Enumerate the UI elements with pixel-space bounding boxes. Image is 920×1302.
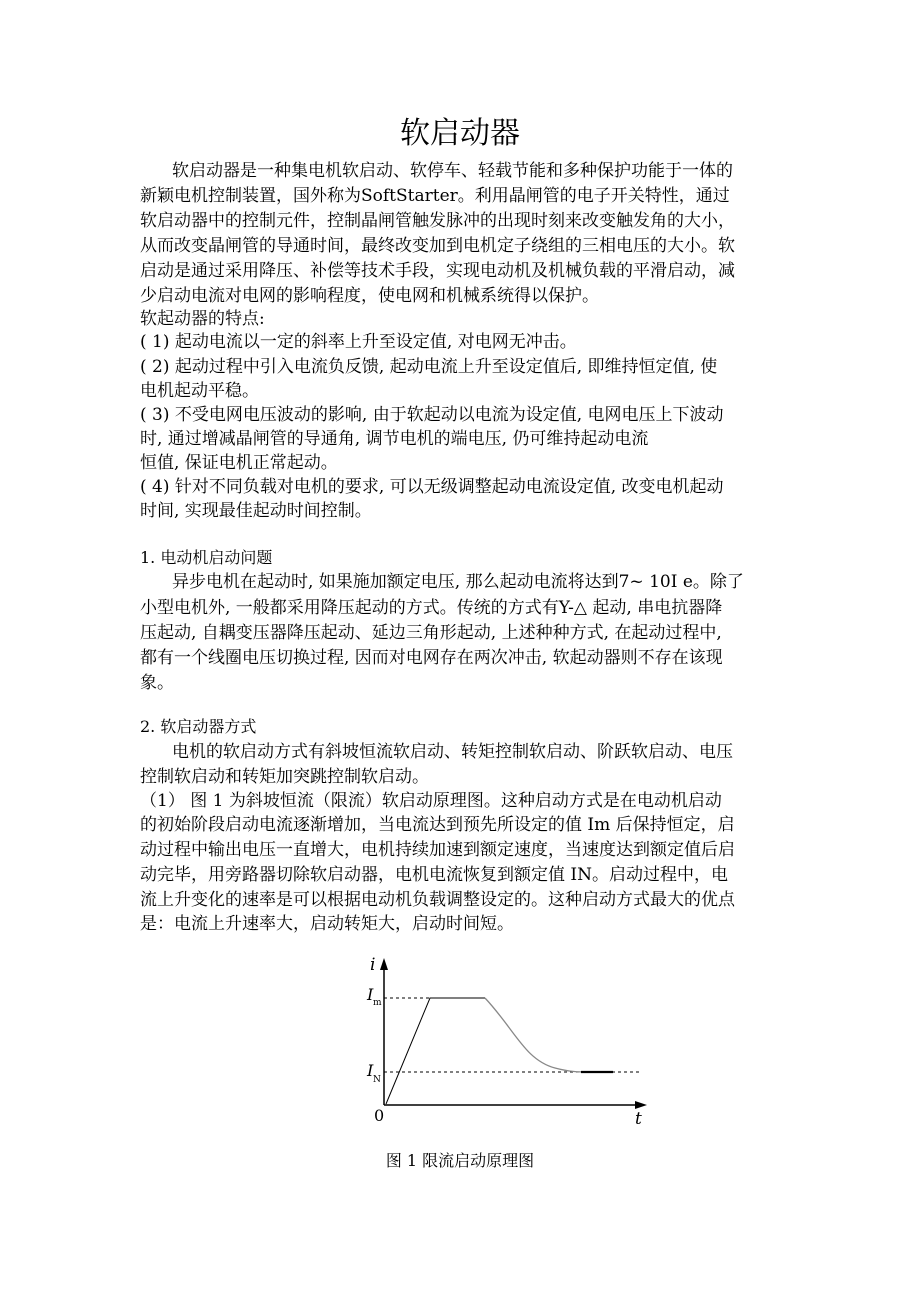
- y-axis-arrow-icon: [380, 958, 388, 970]
- section2-line: 控制软启动和转矩加突跳控制软启动。: [140, 767, 429, 787]
- section1-line: 都有一个线圈电压切换过程, 因而对电网存在两次冲击, 软起动器则不存在该现: [140, 648, 723, 668]
- item1-line: 是：电流上升速率大，启动转矩大，启动时间短。: [140, 914, 514, 934]
- document-title: 软启动器: [400, 116, 520, 151]
- intro-line: 新颖电机控制装置，国外称为SoftStarter。利用晶闸管的电子开关特性，通过: [140, 186, 730, 206]
- section2-line: 电机的软启动方式有斜坡恒流软启动、转矩控制软启动、阶跃软启动、电压: [172, 742, 733, 762]
- section1-line: 异步电机在起动时, 如果施加额定电压, 那么起动电流将达到7~ 10I e。除了: [172, 572, 744, 592]
- current-decay-curve: [485, 998, 587, 1072]
- x-axis-label: t: [635, 1109, 642, 1129]
- section1-line: 象。: [140, 673, 174, 693]
- section1-line: 小型电机外, 一般都采用降压起动的方式。传统的方式有Y-△ 起动, 串电抗器降: [140, 598, 723, 618]
- feature-line: ( 2) 起动过程中引入电流负反馈, 起动电流上升至设定值后, 即维持恒定值, 使: [140, 357, 718, 377]
- item1-line: （1） 图 1 为斜坡恒流（限流）软启动原理图。这种启动方式是在电动机启动: [140, 791, 722, 811]
- origin-label: 0: [374, 1106, 385, 1125]
- item1-line: 动过程中输出电压一直增大，电机持续加速到额定速度，当速度达到额定值后启: [140, 840, 735, 860]
- item1-line: 的初始阶段启动电流逐渐增加，当电流达到预先所设定的值 Im 后保持恒定，启: [140, 815, 735, 835]
- section1-heading: 1. 电动机启动问题: [140, 548, 273, 567]
- feature-line: ( 4) 针对不同负载对电机的要求, 可以无级调整起动电流设定值, 改变电机起动: [140, 477, 724, 497]
- feature-line: ( 3) 不受电网电压波动的影响, 由于软起动以电流为设定值, 电网电压上下波动: [140, 405, 724, 425]
- x-axis-arrow-icon: [635, 1101, 647, 1109]
- in-label: I: [367, 1061, 374, 1080]
- feature-line: ( 1) 起动电流以一定的斜率上升至设定值, 对电网无冲击。: [140, 332, 577, 352]
- im-subscript: m: [373, 998, 382, 1008]
- item1-line: 流上升变化的速率是可以根据电动机负载调整设定的。这种启动方式最大的优点: [140, 890, 735, 910]
- section1-line: 压起动, 自耦变压器降压起动、延边三角形起动, 上述种种方式, 在起动过程中,: [140, 623, 722, 643]
- feature-line: 时, 通过增减晶闸管的导通角, 调节电机的端电压, 仍可维持起动电流: [140, 429, 649, 449]
- section2-heading: 2. 软启动器方式: [140, 717, 257, 736]
- intro-line: 软启动器是一种集电机软启动、软停车、轻载节能和多种保护功能于一体的: [172, 161, 733, 181]
- in-subscript: N: [373, 1075, 381, 1085]
- item1-line: 动完毕，用旁路器切除软启动器，电机电流恢复到额定值 IN。启动过程中，电: [140, 865, 728, 885]
- feature-line: 恒值, 保证电机正常起动。: [140, 453, 338, 473]
- figure-caption: 图 1 限流启动原理图: [385, 1151, 535, 1170]
- intro-line: 少启动电流对电网的影响程度，使电网和机械系统得以保护。: [140, 286, 599, 306]
- feature-line: 电机起动平稳。: [140, 381, 259, 401]
- feature-line: 时间, 实现最佳起动时间控制。: [140, 501, 372, 521]
- features-heading: 软起动器的特点:: [140, 309, 265, 329]
- intro-line: 从而改变晶闸管的导通时间，最终改变加到电机定子绕组的三相电压的大小。软: [140, 236, 735, 256]
- current-limit-start-figure: [355, 950, 665, 1135]
- current-ramp-line: [386, 998, 485, 1104]
- im-label: I: [367, 985, 374, 1004]
- y-axis-label: i: [370, 955, 376, 975]
- intro-line: 软启动器中的控制元件，控制晶闸管触发脉冲的出现时刻来改变触发角的大小，: [140, 211, 735, 231]
- intro-line: 启动是通过采用降压、补偿等技术手段，实现电动机及机械负载的平滑启动，减: [140, 261, 735, 281]
